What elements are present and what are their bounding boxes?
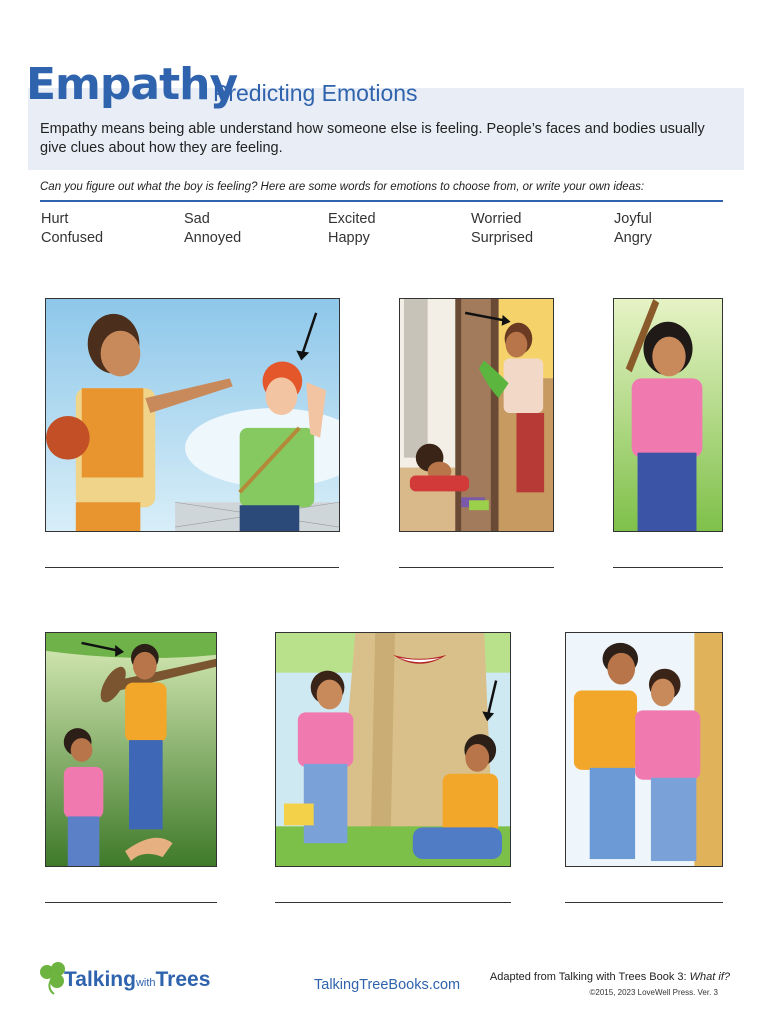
emotion-word: Excited [328,211,376,227]
illustration-panel-cleaning-door [399,298,554,532]
emotion-word: Happy [328,230,370,246]
emotion-word: Annoyed [184,230,242,246]
page-subtitle: Predicting Emotions [213,80,418,106]
answer-line[interactable] [565,902,723,903]
emotion-word: Hurt [41,211,69,227]
talking-with-trees-logo [36,960,236,1000]
answer-line[interactable] [275,902,511,903]
source-credit: Adapted from Talking with Trees Book 3: What if? [489,971,730,983]
intro-text: Empathy means being able understand how someone else is feeling. People’s faces and bodies usually give clues about how they are feeling. [40,121,705,156]
illustration-panel-walking-together [565,632,723,867]
answer-line[interactable] [613,567,723,568]
website-link[interactable]: TalkingTreeBooks.com [314,977,461,993]
logo-text: TalkingwithTrees [64,968,211,991]
divider [40,200,723,202]
illustration-panel-girl-smiling [613,298,723,532]
illustration-panel-boy-looking-up [45,632,217,867]
answer-line[interactable] [45,902,217,903]
illustration-panel-boys-pointing [45,298,340,532]
emotion-word: Sad [184,211,210,227]
emotion-word: Confused [41,230,104,246]
copyright-text: ©2015, 2023 LoveWell Press. Ver. 3 [589,988,718,997]
answer-line[interactable] [45,567,339,568]
answer-line[interactable] [399,567,554,568]
emotion-word: Angry [614,230,652,246]
emotion-word: Surprised [471,230,534,246]
emotion-word: Joyful [614,211,652,227]
instruction-text: Can you figure out what the boy is feeling? Here are some words for emotions to choose from, or write your own ideas: [40,181,645,193]
page-title: Empathy [26,59,238,110]
illustration-panel-tree-laughing [275,632,511,867]
emotion-word: Worried [471,211,522,227]
